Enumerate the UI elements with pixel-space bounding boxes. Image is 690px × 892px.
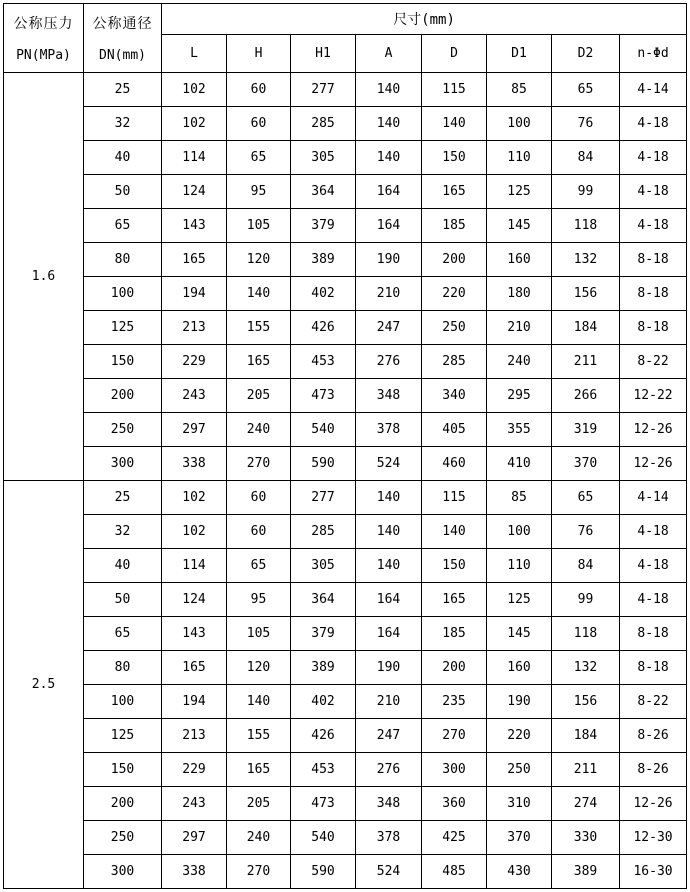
dimension-value: 118 [552, 209, 620, 243]
dimension-value: 164 [356, 175, 422, 209]
table-row [4, 787, 687, 821]
table-row [4, 447, 687, 481]
dimension-value: 160 [487, 243, 552, 277]
dimension-value: 379 [291, 209, 356, 243]
column-header-d1: D1 [487, 35, 552, 73]
dimension-value: 190 [356, 243, 422, 277]
dimension-value: 540 [291, 821, 356, 855]
dimension-value: 310 [487, 787, 552, 821]
dimension-value: 410 [487, 447, 552, 481]
dn-value: 150 [84, 345, 162, 379]
dimension-value: 102 [162, 73, 227, 107]
table-row [4, 73, 687, 107]
dimension-value: 12-26 [620, 413, 687, 447]
dimension-value: 165 [422, 175, 487, 209]
table-row [4, 685, 687, 719]
header-row-top [4, 4, 687, 35]
dn-value: 80 [84, 651, 162, 685]
dimension-value: 235 [422, 685, 487, 719]
dimension-value: 305 [291, 549, 356, 583]
dimension-value: 4-18 [620, 175, 687, 209]
dimension-value: 319 [552, 413, 620, 447]
table-row [4, 243, 687, 277]
dimension-value: 4-18 [620, 549, 687, 583]
dimension-value: 360 [422, 787, 487, 821]
diameter-header-cn: 公称通径 [92, 15, 153, 32]
dimension-value: 143 [162, 209, 227, 243]
dimension-value: 85 [487, 481, 552, 515]
dimension-value: 65 [227, 549, 291, 583]
dn-value: 50 [84, 175, 162, 209]
dimension-value: 140 [356, 481, 422, 515]
dimension-value: 8-18 [620, 311, 687, 345]
dimension-value: 180 [487, 277, 552, 311]
dimension-value: 274 [552, 787, 620, 821]
dimension-value: 389 [291, 651, 356, 685]
dimension-value: 295 [487, 379, 552, 413]
dimension-value: 276 [356, 753, 422, 787]
pressure-column-header [4, 4, 84, 73]
dimension-value: 165 [422, 583, 487, 617]
column-header-nd: n-Φd [620, 35, 687, 73]
column-header-a: A [356, 35, 422, 73]
dn-value: 100 [84, 685, 162, 719]
dimension-value: 8-18 [620, 243, 687, 277]
dn-value: 40 [84, 549, 162, 583]
table-row [4, 583, 687, 617]
table-row [4, 277, 687, 311]
dn-value: 300 [84, 447, 162, 481]
dn-value: 300 [84, 855, 162, 889]
dimension-value: 364 [291, 583, 356, 617]
dimension-value: 4-14 [620, 481, 687, 515]
table-row [4, 821, 687, 855]
dimension-value: 140 [227, 685, 291, 719]
dimension-value: 65 [552, 481, 620, 515]
dimension-value: 184 [552, 311, 620, 345]
table-row [4, 719, 687, 753]
dimension-value: 140 [422, 107, 487, 141]
dimension-value: 140 [356, 515, 422, 549]
dimension-value: 125 [487, 583, 552, 617]
dimension-value: 250 [422, 311, 487, 345]
dimension-value: 229 [162, 753, 227, 787]
dimension-value: 266 [552, 379, 620, 413]
dimension-value: 389 [291, 243, 356, 277]
diameter-column-header [84, 4, 162, 73]
table-body [4, 73, 687, 889]
dimension-value: 194 [162, 277, 227, 311]
dn-value: 125 [84, 719, 162, 753]
dimension-value: 110 [487, 141, 552, 175]
dimension-value: 330 [552, 821, 620, 855]
dimension-value: 8-22 [620, 685, 687, 719]
dimension-value: 240 [227, 821, 291, 855]
dimension-value: 118 [552, 617, 620, 651]
table-row [4, 855, 687, 889]
dn-value: 32 [84, 107, 162, 141]
dimension-value: 210 [356, 685, 422, 719]
dimension-value: 85 [487, 73, 552, 107]
dimension-value: 12-26 [620, 787, 687, 821]
dimension-value: 297 [162, 413, 227, 447]
dimension-value: 105 [227, 617, 291, 651]
dimension-value: 540 [291, 413, 356, 447]
dimension-value: 348 [356, 787, 422, 821]
dimension-value: 143 [162, 617, 227, 651]
dimension-value: 95 [227, 583, 291, 617]
table-row [4, 107, 687, 141]
dimension-value: 8-18 [620, 617, 687, 651]
dimension-value: 247 [356, 719, 422, 753]
dimension-value: 243 [162, 379, 227, 413]
dimension-value: 355 [487, 413, 552, 447]
dimension-value: 145 [487, 209, 552, 243]
dimension-value: 140 [227, 277, 291, 311]
pressure-header-en: PN(MPa) [16, 48, 71, 64]
dimension-value: 4-18 [620, 583, 687, 617]
dimension-value: 211 [552, 753, 620, 787]
dimension-value: 115 [422, 73, 487, 107]
dimension-value: 100 [487, 515, 552, 549]
dimension-value: 8-22 [620, 345, 687, 379]
dimension-value: 240 [487, 345, 552, 379]
dimension-value: 200 [422, 243, 487, 277]
dimension-value: 164 [356, 583, 422, 617]
dimension-value: 590 [291, 447, 356, 481]
dimension-value: 100 [487, 107, 552, 141]
dimension-value: 150 [422, 141, 487, 175]
column-header-h1: H1 [291, 35, 356, 73]
dimension-value: 164 [356, 209, 422, 243]
dimension-value: 4-18 [620, 141, 687, 175]
dimension-value: 140 [422, 515, 487, 549]
dimension-value: 60 [227, 73, 291, 107]
dimension-value: 338 [162, 447, 227, 481]
dn-value: 200 [84, 787, 162, 821]
pn-value: 2.5 [4, 481, 84, 889]
dimension-value: 76 [552, 107, 620, 141]
dimension-value: 270 [227, 447, 291, 481]
dimension-value: 426 [291, 719, 356, 753]
dimension-value: 60 [227, 515, 291, 549]
table-row [4, 209, 687, 243]
dimension-value: 277 [291, 481, 356, 515]
valve-dimensions-table [3, 3, 687, 889]
table-row [4, 481, 687, 515]
dimension-value: 473 [291, 379, 356, 413]
dimension-value: 102 [162, 107, 227, 141]
dimension-value: 155 [227, 311, 291, 345]
dimension-value: 8-26 [620, 753, 687, 787]
dimension-value: 140 [356, 549, 422, 583]
dn-value: 65 [84, 617, 162, 651]
dimension-value: 524 [356, 855, 422, 889]
dimension-value: 8-18 [620, 651, 687, 685]
diameter-header-stack [84, 5, 161, 71]
dimension-value: 60 [227, 107, 291, 141]
dimension-value: 425 [422, 821, 487, 855]
column-header-d: D [422, 35, 487, 73]
dimension-value: 120 [227, 651, 291, 685]
column-header-l: L [162, 35, 227, 73]
dimension-value: 240 [227, 413, 291, 447]
table-row [4, 345, 687, 379]
dimension-value: 185 [422, 617, 487, 651]
dimension-value: 300 [422, 753, 487, 787]
dimension-value: 102 [162, 515, 227, 549]
pn-value: 1.6 [4, 73, 84, 481]
dimension-value: 99 [552, 175, 620, 209]
dimension-value: 473 [291, 787, 356, 821]
column-header-d2: D2 [552, 35, 620, 73]
dimension-value: 402 [291, 277, 356, 311]
dn-value: 125 [84, 311, 162, 345]
dimension-value: 210 [487, 311, 552, 345]
dn-value: 250 [84, 821, 162, 855]
dimension-value: 213 [162, 311, 227, 345]
dn-value: 40 [84, 141, 162, 175]
dn-value: 200 [84, 379, 162, 413]
dn-value: 250 [84, 413, 162, 447]
dimension-value: 211 [552, 345, 620, 379]
dimension-value: 155 [227, 719, 291, 753]
dimension-value: 460 [422, 447, 487, 481]
dimension-value: 140 [356, 141, 422, 175]
dimension-value: 156 [552, 277, 620, 311]
dimension-value: 402 [291, 685, 356, 719]
dimension-value: 95 [227, 175, 291, 209]
dimension-value: 124 [162, 175, 227, 209]
dimension-value: 524 [356, 447, 422, 481]
dimension-value: 378 [356, 413, 422, 447]
dimension-value: 12-22 [620, 379, 687, 413]
dimension-value: 364 [291, 175, 356, 209]
dimension-value: 165 [162, 651, 227, 685]
dimension-value: 8-26 [620, 719, 687, 753]
dimension-value: 65 [227, 141, 291, 175]
dimension-value: 145 [487, 617, 552, 651]
dn-value: 150 [84, 753, 162, 787]
dimension-value: 220 [422, 277, 487, 311]
dimension-value: 110 [487, 549, 552, 583]
table-row [4, 651, 687, 685]
table-row [4, 549, 687, 583]
dimension-value: 165 [227, 345, 291, 379]
dimension-value: 250 [487, 753, 552, 787]
dimension-value: 247 [356, 311, 422, 345]
table-row [4, 311, 687, 345]
dn-value: 80 [84, 243, 162, 277]
dimension-value: 190 [487, 685, 552, 719]
dimension-value: 140 [356, 107, 422, 141]
dimension-value: 285 [291, 107, 356, 141]
dimension-value: 60 [227, 481, 291, 515]
dimension-value: 205 [227, 787, 291, 821]
dimension-value: 200 [422, 651, 487, 685]
dimension-value: 370 [487, 821, 552, 855]
dimension-value: 243 [162, 787, 227, 821]
dimension-value: 205 [227, 379, 291, 413]
dimension-value: 114 [162, 141, 227, 175]
dimension-value: 378 [356, 821, 422, 855]
dimension-value: 165 [162, 243, 227, 277]
dn-value: 25 [84, 481, 162, 515]
dimension-value: 453 [291, 345, 356, 379]
dimension-value: 270 [422, 719, 487, 753]
dimension-value: 4-18 [620, 209, 687, 243]
pressure-header-cn: 公称压力 [13, 15, 74, 32]
dimension-value: 194 [162, 685, 227, 719]
dimension-value: 115 [422, 481, 487, 515]
dn-value: 32 [84, 515, 162, 549]
dimension-value: 150 [422, 549, 487, 583]
dimension-value: 132 [552, 651, 620, 685]
dimension-value: 140 [356, 73, 422, 107]
dimension-value: 84 [552, 549, 620, 583]
dimension-value: 65 [552, 73, 620, 107]
table-row [4, 175, 687, 209]
dimension-value: 379 [291, 617, 356, 651]
dimension-value: 276 [356, 345, 422, 379]
dimension-value: 453 [291, 753, 356, 787]
dimension-value: 389 [552, 855, 620, 889]
dimension-value: 102 [162, 481, 227, 515]
dimension-value: 105 [227, 209, 291, 243]
dimension-value: 277 [291, 73, 356, 107]
dimension-value: 348 [356, 379, 422, 413]
column-header-h: H [227, 35, 291, 73]
dimension-value: 156 [552, 685, 620, 719]
dimension-value: 297 [162, 821, 227, 855]
table-row [4, 617, 687, 651]
dimension-value: 340 [422, 379, 487, 413]
diameter-header-en: DN(mm) [99, 48, 146, 64]
dimension-value: 84 [552, 141, 620, 175]
dn-value: 65 [84, 209, 162, 243]
dimension-value: 426 [291, 311, 356, 345]
dn-value: 50 [84, 583, 162, 617]
dn-value: 100 [84, 277, 162, 311]
dimension-value: 4-18 [620, 515, 687, 549]
dimension-value: 120 [227, 243, 291, 277]
dimension-value: 4-14 [620, 73, 687, 107]
dimension-value: 370 [552, 447, 620, 481]
dimension-value: 124 [162, 583, 227, 617]
dimension-value: 99 [552, 583, 620, 617]
dimension-value: 114 [162, 549, 227, 583]
dimension-value: 12-30 [620, 821, 687, 855]
dimension-value: 12-26 [620, 447, 687, 481]
dimension-value: 590 [291, 855, 356, 889]
dimension-value: 305 [291, 141, 356, 175]
dimension-value: 16-30 [620, 855, 687, 889]
dimension-value: 338 [162, 855, 227, 889]
dimension-value: 132 [552, 243, 620, 277]
table-row [4, 379, 687, 413]
dimension-value: 285 [422, 345, 487, 379]
dimension-value: 184 [552, 719, 620, 753]
table-row [4, 515, 687, 549]
dimension-value: 125 [487, 175, 552, 209]
pressure-header-stack [4, 5, 83, 71]
dn-value: 25 [84, 73, 162, 107]
dimension-value: 485 [422, 855, 487, 889]
table-row [4, 753, 687, 787]
dimension-value: 185 [422, 209, 487, 243]
dimension-value: 285 [291, 515, 356, 549]
dimension-value: 229 [162, 345, 227, 379]
dimension-value: 4-18 [620, 107, 687, 141]
dimension-value: 405 [422, 413, 487, 447]
dimension-value: 270 [227, 855, 291, 889]
table-row [4, 413, 687, 447]
dimension-value: 213 [162, 719, 227, 753]
dimension-value: 210 [356, 277, 422, 311]
dimension-value: 190 [356, 651, 422, 685]
dimension-value: 220 [487, 719, 552, 753]
dimension-value: 160 [487, 651, 552, 685]
dimension-value: 8-18 [620, 277, 687, 311]
dimension-value: 76 [552, 515, 620, 549]
dimension-value: 430 [487, 855, 552, 889]
table-row [4, 141, 687, 175]
dimensions-group-header: 尺寸(mm) [162, 4, 687, 35]
dimension-value: 164 [356, 617, 422, 651]
dimension-value: 165 [227, 753, 291, 787]
